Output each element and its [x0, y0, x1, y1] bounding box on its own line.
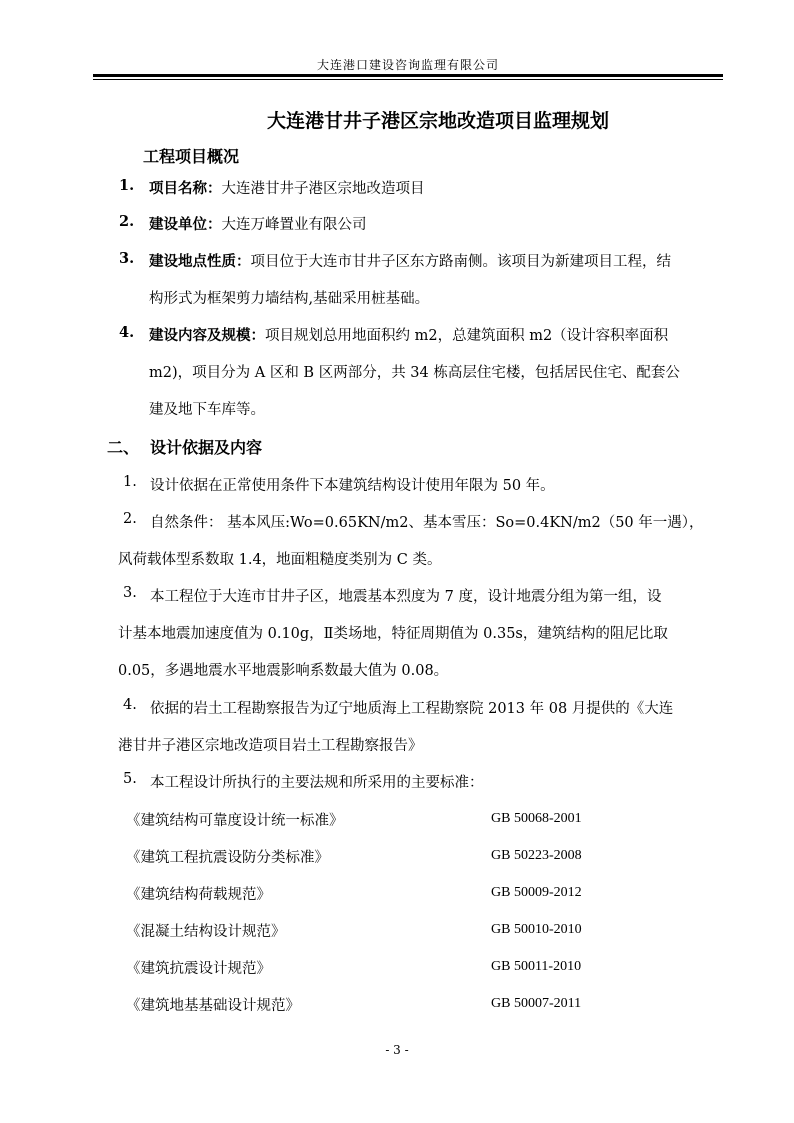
- item4-number: 4.: [119, 324, 135, 341]
- standard-code: GB 50068-2001: [491, 811, 582, 826]
- item4-line3: 建及地下车库等。: [149, 402, 265, 418]
- item4-line1: [149, 324, 668, 345]
- item1-line1: [149, 177, 425, 198]
- para2-line2: 风荷载体型系数取 1.4，地面粗糙度类别为 C 类。: [118, 552, 442, 568]
- item1-text: 大连港甘井子港区宗地改造项目: [221, 181, 425, 197]
- standard-name: 《建筑地基基础设计规范》: [126, 998, 300, 1014]
- header-company: 大连港口建设咨询监理有限公司: [316, 58, 499, 72]
- item1-number: 1.: [119, 177, 135, 194]
- para2-number: 2.: [123, 511, 137, 527]
- item4-sep: ：: [250, 327, 265, 344]
- item3-label: 建设地点性质: [149, 253, 236, 270]
- item2-sep: ：: [207, 216, 222, 233]
- item2-number: 2.: [119, 213, 135, 230]
- section2-heading: 设计依据及内容: [150, 438, 263, 457]
- para4-number: 4.: [123, 697, 137, 713]
- section2-number: 二、: [107, 438, 140, 457]
- para2-line1: 自然条件： 基本风压:Wo=0.65KN/m2、基本雪压：So=0.4KN/m2（50 年一遇），: [150, 515, 704, 531]
- standard-code: GB 50009-2012: [491, 885, 582, 900]
- item4-text1: 项目规划总用地面积约 m2，总建筑面积 m2（设计容积率面积: [265, 328, 669, 344]
- para3-line3: 0.05，多遇地震水平地震影响系数最大值为 0.08。: [118, 663, 449, 679]
- para5-line1: 本工程设计所执行的主要法规和所采用的主要标准：: [150, 775, 484, 791]
- item1-sep: ：: [207, 180, 222, 197]
- standard-name: 《混凝土结构设计规范》: [126, 924, 286, 940]
- para4-line1: 依据的岩土工程勘察报告为辽宁地质海上工程勘察院 2013 年 08 月提供的《大连: [150, 701, 674, 717]
- standard-name: 《建筑结构荷载规范》: [126, 887, 271, 903]
- standard-code: GB 50011-2010: [491, 959, 582, 974]
- item2-label: 建设单位: [149, 216, 207, 233]
- header-rule-thick: [93, 74, 723, 77]
- page-number: - 3 -: [385, 1043, 409, 1057]
- item1-label: 项目名称: [149, 180, 207, 197]
- standard-code: GB 50010-2010: [491, 922, 582, 937]
- para3-line2: 计基本地震加速度值为 0.10g，Ⅱ类场地，特征周期值为 0.35s，建筑结构的阻尼比取: [118, 626, 668, 642]
- standard-name: 《建筑抗震设计规范》: [126, 961, 271, 977]
- section1-heading: 工程项目概况: [143, 147, 240, 166]
- para5-number: 5.: [123, 771, 137, 787]
- header-rule-thin: [93, 79, 723, 80]
- para3-number: 3.: [123, 585, 137, 601]
- standard-code: GB 50007-2011: [491, 996, 582, 1011]
- item4-label: 建设内容及规模: [149, 327, 251, 344]
- item3-number: 3.: [119, 250, 135, 267]
- standard-name: 《建筑结构可靠度设计统一标准》: [126, 813, 344, 829]
- item3-sep: ：: [236, 253, 251, 270]
- para1-line1: 设计依据在正常使用条件下本建筑结构设计使用年限为 50 年。: [150, 478, 555, 494]
- standard-name: 《建筑工程抗震设防分类标准》: [126, 850, 329, 866]
- item2-line1: [149, 213, 367, 234]
- item2-text: 大连万峰置业有限公司: [221, 217, 367, 233]
- item3-line2: 构形式为框架剪力墙结构,基础采用桩基础。: [149, 291, 430, 307]
- para4-line2: 港甘井子港区宗地改造项目岩土工程勘察报告》: [118, 738, 423, 754]
- item3-line1: [149, 250, 671, 271]
- standard-code: GB 50223-2008: [491, 848, 582, 863]
- para3-line1: 本工程位于大连市甘井子区，地震基本烈度为 7 度，设计地震分组为第一组，设: [150, 589, 662, 605]
- item3-text1: 项目位于大连市甘井子区东方路南侧。该项目为新建项目工程，结: [250, 254, 671, 270]
- item4-line2: m2)，项目分为 A 区和 B 区两部分，共 34 栋高层住宅楼，包括居民住宅、配套公: [149, 365, 680, 381]
- para1-number: 1.: [123, 474, 137, 490]
- document-title: 大连港甘井子港区宗地改造项目监理规划: [266, 110, 609, 132]
